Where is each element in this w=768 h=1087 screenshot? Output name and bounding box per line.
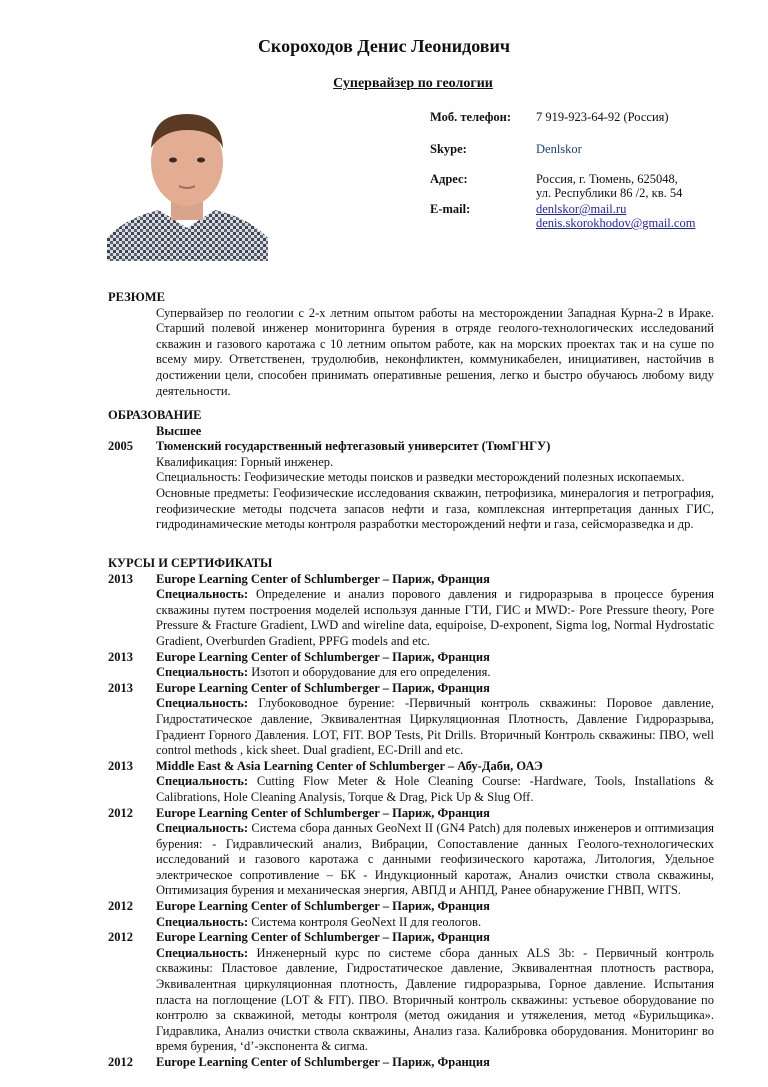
course-entry xyxy=(108,572,714,650)
course-spec-label: Специальность: xyxy=(156,774,249,789)
skype-value: Denlskor xyxy=(536,142,582,156)
education-specialty: Специальность: Геофизические методы поисков и разведки месторождений полезных ископаемых. xyxy=(156,470,685,485)
course-text: Система сбора данных GeoNext II (GN4 Patch) для полевых инженеров и оптимизация бурения: - Гидравлический анализ, Вибрации, Сопоставление данных Геолого-технологических исследований и газового каротажа с данными геофизического каротажа, Литология, Удельное электрическое сопротивление – БК - Индукционный каротаж, Анализ очистки ствола скважины, Оптимизация бурения и механическая энергия, АВПД и АНПД, Ранее обнаружение ГНВП, WITS. xyxy=(156,821,714,898)
course-place: Europe Learning Center of Schlumberger – Париж, Франция xyxy=(156,649,490,664)
course-year: 2012 xyxy=(108,1055,133,1069)
course-year: 2013 xyxy=(108,649,133,664)
education-title: ОБРАЗОВАНИЕ xyxy=(108,408,202,422)
address-line-2: ул. Республики 86 /2, кв. 54 xyxy=(536,186,683,200)
course-place: Europe Learning Center of Schlumberger – Париж, Франция xyxy=(156,1055,490,1069)
education-university: Тюменский государственный нефтегазовый университет (ТюмГНГУ) xyxy=(156,439,551,454)
course-entry xyxy=(108,806,714,900)
education-year: 2005 xyxy=(108,439,133,454)
course-description xyxy=(156,696,714,758)
course-description xyxy=(156,774,714,805)
course-year: 2013 xyxy=(108,758,133,773)
resume-title: РЕЗЮМЕ xyxy=(108,290,165,304)
phone-label: Моб. телефон: xyxy=(430,110,512,124)
email-label: E-mail: xyxy=(430,202,471,216)
education-qualification: Квалификация: Горный инженер. xyxy=(156,454,334,469)
course-place: Europe Learning Center of Schlumberger – Париж, Франция xyxy=(156,899,490,914)
address-label: Адрес: xyxy=(430,172,468,186)
course-description xyxy=(156,665,714,681)
course-text: Изотоп и оборудование для его определения. xyxy=(248,665,491,680)
course-spec-label: Специальность: xyxy=(156,945,249,960)
education-section xyxy=(108,408,714,533)
course-year: 2012 xyxy=(108,899,133,914)
course-entry xyxy=(108,930,714,1055)
education-subjects: Основные предметы: Геофизические исследования скважин, петрофизика, минералогия и петрография, геофизические методы подсчета запасов нефти и газа, комплексная интерпретация данных ГИС, гидродинамические методы контроля разработки месторождений нефти и газа, сейсморазведка и др. xyxy=(156,485,714,532)
course-entry xyxy=(108,650,714,681)
address-line-1: Россия, г. Тюмень, 625048, xyxy=(536,172,678,186)
resume-text: Супервайзер по геологии с 2-х летним опытом работы на месторождении Западная Курна-2 в Ираке. Старший полевой инженер мониторинга бурения в отряде геолого-технологических исследований скважин и газового каротажа с 10 летним опытом работе, как на морских проектах так и на суше по всему миру. Ответственен, трудолюбив, неконфликтен, коммуникабелен, инициативен, настойчив в достижении цели, способен принимать оперативные решения, легко и быстро обучаюсь любому виду деятельности. xyxy=(156,305,714,398)
course-year: 2012 xyxy=(108,930,133,945)
candidate-name: Скороходов Денис Леонидович xyxy=(257,36,511,56)
education-level: Высшее xyxy=(156,423,202,438)
course-spec-label: Специальность: xyxy=(156,821,249,836)
skype-label: Skype: xyxy=(430,142,467,156)
course-year: 2013 xyxy=(108,571,133,586)
resume-section xyxy=(108,290,714,399)
course-entry xyxy=(108,681,714,759)
course-place: Middle East & Asia Learning Center of Schlumberger – Абу-Даби, ОАЭ xyxy=(156,758,543,773)
course-place: Europe Learning Center of Schlumberger – Париж, Франция xyxy=(156,805,490,820)
course-text: Cutting Flow Meter & Hole Cleaning Course: -Hardware, Tools, Installations & Calibrations, Hole Cleaning Analysis, Torque & Drag, Pick Up & Slug Off. xyxy=(156,774,714,804)
course-description xyxy=(156,821,714,899)
course-spec-label: Специальность: xyxy=(156,914,249,929)
course-description xyxy=(156,587,714,649)
course-description xyxy=(156,946,714,1055)
course-entry xyxy=(108,899,714,930)
course-year: 2012 xyxy=(108,805,133,820)
education-entry xyxy=(108,439,714,533)
course-year: 2013 xyxy=(108,680,133,695)
course-list xyxy=(108,572,714,1071)
course-spec-label: Специальность: xyxy=(156,587,249,602)
course-place: Europe Learning Center of Schlumberger – Париж, Франция xyxy=(156,680,490,695)
course-place: Europe Learning Center of Schlumberger – Париж, Франция xyxy=(156,571,490,586)
profile-photo xyxy=(107,100,268,261)
email-link-2[interactable]: denis.skorokhodov@gmail.com xyxy=(536,216,696,230)
course-text: Инженерный курс по системе сбора данных ALS 3b: - Первичный контроль скважины: Пластовое давление, Гидростатическое давление, Эквивалентная плотность раствора, Эквивалентная циркуляционная плотность, Давление гидроразрыва, Горное давление. Испытания пласта на поглощение (LOT & FIT). ПВО. Вторичный контроль скважины: устьевое оборудование по контролю за скважиной, методы контроля (метод ожидания и утяжеления, метод «Бурильщика». Гидравлика, Анализ очистки ствола скважины, Анализ газа. Калибровка оборудования. Мониторинг во время бурения, ‘d’-экспонента & сигма. xyxy=(156,945,714,1054)
email-link-1[interactable]: denlskor@mail.ru xyxy=(536,202,627,216)
courses-section xyxy=(108,556,714,1071)
course-text: Определение и анализ порового давления и гидроразрыва в процессе бурения скважины путем построения моделей используя данные ГТИ, ГИС и MWD:- Pore Pressure theory, Pore Pressure & Fracture Gradient, LWD and wireline data, equipoise, D-exponent, Sigma log, Normal Hydrostatic Gradient, Overburden Gradient, PPFG models and etc. xyxy=(156,587,714,648)
course-text: Система контроля GeoNext II для геологов. xyxy=(248,914,482,929)
phone-value: 7 919-923-64-92 (Россия) xyxy=(536,110,669,124)
course-spec-label: Специальность: xyxy=(156,665,249,680)
position-title: Супервайзер по геологии xyxy=(333,76,493,91)
course-entry xyxy=(108,759,714,806)
course-spec-label: Специальность: xyxy=(156,696,249,711)
course-entry xyxy=(108,1055,714,1071)
course-description xyxy=(156,915,714,931)
courses-title: КУРСЫ И СЕРТИФИКАТЫ xyxy=(108,556,273,570)
course-place: Europe Learning Center of Schlumberger – Париж, Франция xyxy=(156,930,490,945)
course-text: Глубоководное бурение: -Первичный контроль скважины: Поровое давление, Гидростатическое давление, Эквивалентная Циркуляционная Плотность, Давление Гидроразрыва, Градиент Горного Давления. LOT, FIT. BOP Tests, Pit Drills. Вторичный Контроль скважины: ПВО, well control methods , kick sheet. Dual gradient, EC-Drill and etc. xyxy=(156,696,714,758)
